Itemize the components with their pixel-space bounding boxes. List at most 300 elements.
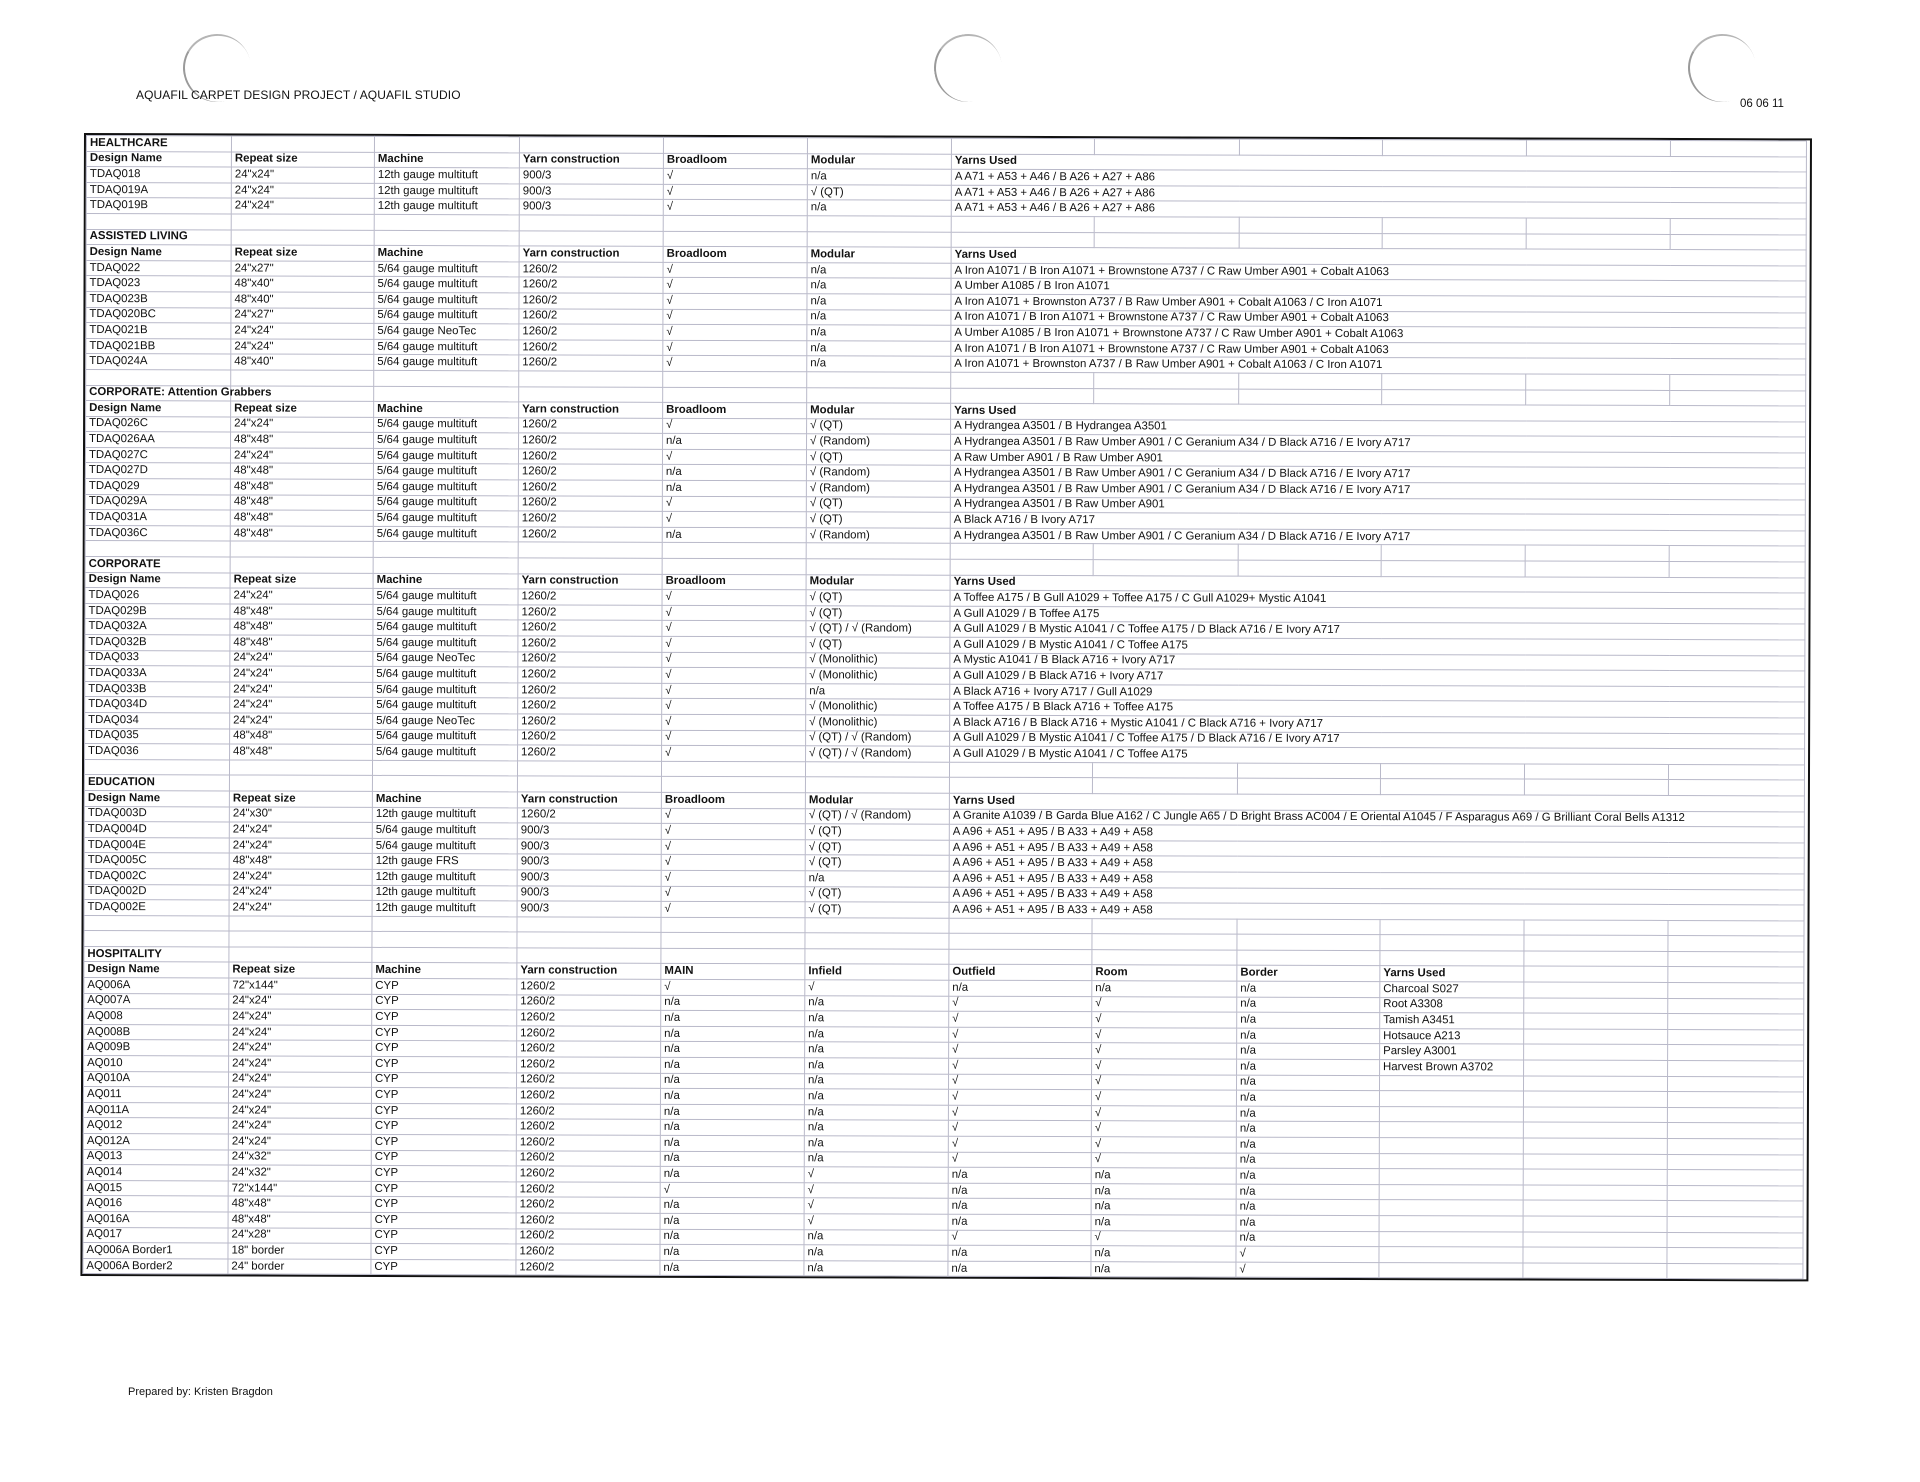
table-cell: n/a (660, 1104, 804, 1120)
empty-cell (663, 231, 807, 247)
table-cell: √ (948, 1074, 1091, 1090)
table-cell: A A71 + A53 + A46 / B A26 + A27 + A86 (951, 201, 1806, 219)
table-cell: n/a (660, 1167, 804, 1183)
table-cell: n/a (805, 1042, 949, 1058)
table-cell: 1260/2 (518, 729, 662, 745)
table-cell (1379, 1262, 1523, 1278)
table-cell: 1260/2 (516, 1135, 660, 1151)
table-cell: 24"x30" (229, 806, 372, 822)
table-cell: A Hydrangea A3501 / B Raw Umber A901 (950, 497, 1805, 515)
table-cell: 5/64 gauge multituft (373, 745, 518, 761)
empty-cell (1667, 1263, 1803, 1279)
column-header: Design Name (85, 572, 230, 588)
table-cell: CYP (371, 1103, 516, 1119)
table-cell: 1260/2 (518, 449, 662, 465)
section-title: ASSISTED LIVING (86, 229, 231, 245)
table-cell: Charcoal S027 (1380, 982, 1524, 998)
column-header: Outfield (949, 965, 1092, 981)
empty-cell (1667, 1201, 1803, 1217)
table-cell: 12th gauge multituft (374, 168, 519, 184)
table-cell: A Hydrangea A3501 / B Raw Umber A901 / C Geranium A34 / D Black A716 / E Ivory A717 (950, 466, 1805, 484)
empty-cell (950, 559, 1093, 575)
column-header: Yarn construction (517, 963, 661, 979)
table-cell: A Gull A1029 / B Mystic A1041 / C Toffee A175 (950, 637, 1805, 655)
table-cell: n/a (1236, 1184, 1379, 1200)
empty-cell (1524, 1029, 1668, 1045)
table-cell: √ (Monolithic) (806, 668, 950, 684)
table-cell: 48"x48" (230, 479, 373, 495)
empty-cell (1094, 373, 1239, 389)
table-cell: √ (1092, 1043, 1237, 1059)
table-cell: A Black A716 + Ivory A717 / Gull A1029 (950, 684, 1805, 702)
table-cell: A Iron A1071 / B Iron A1071 + Brownstone A737 / C Raw Umber A901 + Cobalt A1063 (951, 263, 1806, 281)
empty-cell (805, 777, 949, 793)
table-cell: 72"x144" (229, 978, 372, 994)
table-cell: Tamish A3451 (1380, 1013, 1524, 1029)
table-cell: 1260/2 (518, 620, 662, 636)
design-name-cell: TDAQ033B (85, 681, 230, 697)
table-cell: n/a (1236, 1090, 1379, 1106)
table-cell: 1260/2 (516, 1228, 660, 1244)
table-cell: 5/64 gauge multituft (373, 682, 518, 698)
empty-cell (230, 541, 373, 557)
table-cell: CYP (372, 1072, 517, 1088)
table-cell: 12th gauge multituft (372, 869, 517, 885)
design-name-cell: TDAQ026C (86, 416, 231, 432)
table-cell: 1260/2 (519, 262, 663, 278)
empty-cell (1667, 1216, 1803, 1232)
table-cell: √ (662, 730, 806, 746)
design-name-cell: AQ010 (84, 1056, 229, 1072)
empty-cell (229, 760, 372, 776)
table-cell: n/a (660, 1089, 804, 1105)
empty-cell (1524, 998, 1668, 1014)
table-cell: √ (QT) (805, 855, 949, 871)
table-cell: A Gull A1029 / B Mystic A1041 / C Toffee A175 / D Black A716 / E Ivory A717 (950, 731, 1805, 749)
design-name-cell: TDAQ031A (85, 510, 230, 526)
table-cell: 900/3 (517, 823, 661, 839)
empty-cell (1670, 140, 1806, 156)
table-cell: 48"x48" (230, 729, 373, 745)
design-name-cell: TDAQ005C (84, 853, 229, 869)
empty-cell (1525, 545, 1669, 561)
table-cell: 1260/2 (516, 1260, 660, 1276)
column-header: MAIN (661, 964, 805, 980)
table-cell: n/a (804, 1245, 948, 1261)
table-cell: n/a (806, 684, 950, 700)
table-cell: 1260/2 (518, 636, 662, 652)
table-cell: n/a (661, 995, 805, 1011)
empty-cell (229, 916, 372, 932)
design-name-cell: TDAQ035 (85, 728, 230, 744)
empty-cell (1382, 218, 1526, 234)
table-cell: √ (663, 293, 807, 309)
empty-cell (1239, 389, 1382, 405)
table-cell: n/a (660, 1213, 804, 1229)
design-name-cell: AQ006A (84, 978, 229, 994)
table-cell: n/a (805, 1073, 949, 1089)
table-cell: A A96 + A51 + A95 / B A33 + A49 + A58 (949, 824, 1804, 842)
table-cell: √ (661, 823, 805, 839)
table-cell: n/a (1236, 1137, 1379, 1153)
table-cell: n/a (661, 1026, 805, 1042)
table-cell: n/a (1236, 1106, 1379, 1122)
empty-cell (1668, 967, 1804, 983)
empty-cell (949, 778, 1092, 794)
table-cell: 24"x24" (229, 1072, 372, 1088)
table-cell: √ (661, 901, 805, 917)
column-header: Design Name (84, 790, 229, 806)
empty-cell (807, 387, 951, 403)
table-cell: 24"x24" (229, 869, 372, 885)
table-cell: √ (660, 1182, 804, 1198)
table-cell: n/a (805, 995, 949, 1011)
table-cell: A Iron A1071 / B Iron A1071 + Brownstone A737 / C Raw Umber A901 + Cobalt A1063 (951, 341, 1806, 359)
table-cell: 1260/2 (517, 1072, 661, 1088)
empty-cell (949, 762, 1092, 778)
design-name-cell: TDAQ019B (86, 198, 231, 214)
table-cell: √ (949, 1027, 1092, 1043)
design-name-cell: TDAQ027C (85, 447, 230, 463)
table-cell: √ (661, 870, 805, 886)
empty-cell (1523, 1216, 1667, 1232)
empty-cell (229, 931, 372, 947)
design-name-cell: AQ007A (84, 993, 229, 1009)
section-title: HOSPITALITY (84, 946, 229, 962)
section-title: CORPORATE (85, 557, 230, 573)
empty-cell (805, 917, 949, 933)
table-cell: √ (661, 886, 805, 902)
document-date: 06 06 11 (1740, 98, 1784, 110)
document-title: AQUAFIL CARPET DESIGN PROJECT / AQUAFIL STUDIO (136, 88, 461, 102)
table-cell: √ (948, 1121, 1091, 1137)
empty-cell (1523, 1232, 1667, 1248)
table-cell (1379, 1184, 1523, 1200)
empty-cell (1380, 763, 1524, 779)
table-cell: 1260/2 (519, 340, 663, 356)
table-cell: 900/3 (517, 839, 661, 855)
design-name-cell: TDAQ021B (86, 323, 231, 339)
table-cell: √ (662, 745, 806, 761)
table-cell: n/a (1236, 1122, 1379, 1138)
empty-cell (1667, 1248, 1803, 1264)
table-cell: √ (663, 324, 807, 340)
table-cell: √ (662, 636, 806, 652)
design-name-cell: TDAQ024A (86, 354, 231, 370)
table-cell: 48"x48" (230, 526, 373, 542)
design-name-cell: TDAQ027D (85, 463, 230, 479)
design-name-cell: TDAQ029A (85, 494, 230, 510)
empty-cell (1523, 1154, 1667, 1170)
empty-cell (1239, 233, 1382, 249)
table-cell: √ (QT) (805, 886, 949, 902)
empty-cell (1668, 1045, 1804, 1061)
column-header: Broadloom (663, 402, 807, 418)
empty-cell (663, 137, 807, 153)
empty-cell (1237, 763, 1380, 779)
table-cell: 1260/2 (517, 1026, 661, 1042)
table-cell: 5/64 gauge multituft (373, 448, 518, 464)
table-cell: √ (662, 512, 806, 528)
empty-cell (1669, 546, 1805, 562)
table-cell: 12th gauge multituft (374, 183, 519, 199)
empty-cell (372, 776, 517, 792)
design-name-cell: TDAQ003D (84, 806, 229, 822)
column-header: Repeat size (229, 962, 372, 978)
table-cell: √ (948, 1230, 1091, 1246)
empty-cell (1523, 1185, 1667, 1201)
table-cell: A A71 + A53 + A46 / B A26 + A27 + A86 (951, 169, 1806, 187)
table-cell: A A96 + A51 + A95 / B A33 + A49 + A58 (949, 887, 1804, 905)
design-name-cell: AQ015 (83, 1180, 228, 1196)
table-cell: 1260/2 (517, 1010, 661, 1026)
table-cell: 900/3 (519, 199, 663, 215)
table-cell: n/a (804, 1136, 948, 1152)
table-cell: 24"x24" (229, 838, 372, 854)
table-cell: A A96 + A51 + A95 / B A33 + A49 + A58 (949, 840, 1804, 858)
design-name-cell: AQ013 (83, 1149, 228, 1165)
empty-cell (1238, 545, 1381, 561)
table-cell: √ (662, 668, 806, 684)
table-cell: 48"x48" (228, 1196, 371, 1212)
table-cell: 5/64 gauge multituft (374, 292, 519, 308)
prepared-by: Prepared by: Kristen Bragdon (128, 1386, 273, 1398)
table-cell: 900/3 (517, 901, 661, 917)
table-cell: Root A3308 (1380, 997, 1524, 1013)
table-cell: A Iron A1071 + Brownston A737 / B Raw Umber A901 + Cobalt A1063 / C Iron A1071 (951, 294, 1806, 312)
empty-cell (1092, 950, 1237, 966)
empty-cell (1668, 1014, 1804, 1030)
table-cell: 24"x24" (230, 666, 373, 682)
table-cell: n/a (948, 1167, 1091, 1183)
empty-cell (1381, 545, 1525, 561)
table-cell: 5/64 gauge multituft (374, 339, 519, 355)
table-cell: 1260/2 (519, 355, 663, 371)
table-cell: 24"x24" (229, 1056, 372, 1072)
column-header: Machine (373, 573, 518, 589)
table-cell: 5/64 gauge NeoTec (374, 324, 519, 340)
empty-cell (1670, 390, 1806, 406)
empty-cell (229, 947, 372, 963)
design-name-cell: TDAQ004E (84, 837, 229, 853)
empty-cell (519, 386, 663, 402)
table-cell: 1260/2 (518, 683, 662, 699)
design-name-cell: TDAQ018 (86, 167, 231, 183)
column-header: Yarn construction (517, 792, 661, 808)
table-cell: √ (948, 1089, 1091, 1105)
column-header: Repeat size (231, 152, 374, 168)
empty-cell (1092, 778, 1237, 794)
table-cell: A Hydrangea A3501 / B Raw Umber A901 / C Geranium A34 / D Black A716 / E Ivory A717 (950, 481, 1805, 499)
table-cell: n/a (1237, 1044, 1380, 1060)
table-cell: n/a (805, 1011, 949, 1027)
table-cell: 48"x40" (231, 276, 374, 292)
table-cell: n/a (1091, 1183, 1236, 1199)
table-cell: 1260/2 (519, 277, 663, 293)
table-cell: 18" border (228, 1243, 371, 1259)
empty-cell (1669, 562, 1805, 578)
section-title: EDUCATION (84, 775, 229, 791)
table-cell: 1260/2 (516, 1088, 660, 1104)
table-cell: n/a (948, 1261, 1091, 1277)
design-name-cell: AQ011 (83, 1087, 228, 1103)
table-cell: √ (663, 309, 807, 325)
empty-cell (1526, 218, 1670, 234)
table-cell: 5/64 gauge NeoTec (373, 713, 518, 729)
table-cell: 5/64 gauge multituft (374, 433, 519, 449)
design-name-cell: TDAQ023 (86, 276, 231, 292)
empty-cell (807, 372, 951, 388)
table-cell: n/a (662, 527, 806, 543)
table-cell: 1260/2 (518, 511, 662, 527)
table-cell: A Toffee A175 / B Gull A1029 + Toffee A175 / C Gull A1029+ Mystic A1041 (950, 590, 1805, 608)
table-cell: √ (Monolithic) (806, 715, 950, 731)
table-cell: 5/64 gauge multituft (374, 417, 519, 433)
empty-cell (1239, 373, 1382, 389)
empty-cell (661, 777, 805, 793)
table-cell: 5/64 gauge multituft (373, 620, 518, 636)
table-cell: 1260/2 (516, 1213, 660, 1229)
column-header: Yarns Used (950, 575, 1805, 593)
design-name-cell: AQ012 (83, 1118, 228, 1134)
column-header: Infield (805, 964, 949, 980)
table-cell: 5/64 gauge multituft (374, 355, 519, 371)
design-name-cell: TDAQ026 (85, 588, 230, 604)
table-cell: n/a (661, 1011, 805, 1027)
table-cell: 5/64 gauge multituft (374, 261, 519, 277)
empty-cell (1526, 140, 1670, 156)
empty-cell (517, 776, 661, 792)
table-cell: √ (949, 1058, 1092, 1074)
design-name-cell: TDAQ033A (85, 666, 230, 682)
table-cell: 900/3 (519, 184, 663, 200)
table-cell: 48"x48" (229, 853, 372, 869)
table-cell: A Gull A1029 / B Mystic A1041 / C Toffee A175 / D Black A716 / E Ivory A717 (950, 622, 1805, 640)
table-cell: n/a (804, 1089, 948, 1105)
table-cell: √ (948, 1105, 1091, 1121)
table-cell: 24"x24" (229, 822, 372, 838)
design-name-cell: TDAQ002E (84, 900, 229, 916)
table-cell: n/a (948, 1183, 1091, 1199)
design-name-cell: TDAQ029 (85, 479, 230, 495)
table-cell: √ (1236, 1262, 1379, 1278)
empty-cell (517, 917, 661, 933)
empty-cell (1668, 998, 1804, 1014)
table-cell: 24"x24" (230, 682, 373, 698)
table-cell: √ (662, 652, 806, 668)
empty-cell (1093, 560, 1238, 576)
empty-cell (517, 948, 661, 964)
table-cell: 12th gauge multituft (374, 199, 519, 215)
column-header: Border (1237, 966, 1380, 982)
empty-cell (1092, 918, 1237, 934)
design-name-cell: TDAQ002C (84, 868, 229, 884)
empty-cell (1380, 935, 1524, 951)
table-cell: √ (662, 621, 806, 637)
table-cell: 24"x24" (229, 900, 372, 916)
column-header: Broadloom (663, 153, 807, 169)
table-cell: √ (662, 714, 806, 730)
design-name-cell: AQ014 (83, 1165, 228, 1181)
empty-cell (373, 557, 518, 573)
table-cell: n/a (1091, 1215, 1236, 1231)
table-cell: Harvest Brown A3702 (1380, 1060, 1524, 1076)
table-cell: 24"x24" (230, 697, 373, 713)
table-cell: 1260/2 (518, 745, 662, 761)
design-name-cell: TDAQ034D (85, 697, 230, 713)
empty-cell (1670, 374, 1806, 390)
table-cell: n/a (807, 325, 951, 341)
column-header: Modular (807, 247, 951, 263)
table-cell: 1260/2 (519, 433, 663, 449)
empty-cell (231, 136, 374, 152)
table-cell: 24"x28" (228, 1228, 371, 1244)
table-cell: 5/64 gauge multituft (373, 698, 518, 714)
table-cell: A Black A716 / B Ivory A717 (950, 512, 1805, 530)
table-cell: CYP (372, 1041, 517, 1057)
empty-cell (1526, 374, 1670, 390)
column-header: Repeat size (229, 791, 372, 807)
table-cell: √ (662, 449, 806, 465)
table-cell: 1260/2 (519, 293, 663, 309)
table-cell: n/a (948, 1199, 1091, 1215)
column-header: Room (1092, 965, 1237, 981)
table-cell: n/a (804, 1229, 948, 1245)
empty-cell (1667, 1107, 1803, 1123)
empty-cell (1382, 140, 1526, 156)
table-cell: n/a (1236, 1168, 1379, 1184)
table-cell: 1260/2 (518, 589, 662, 605)
table-cell: 24"x24" (231, 339, 374, 355)
empty-cell (374, 136, 519, 152)
table-cell: n/a (660, 1244, 804, 1260)
empty-cell (1668, 1029, 1804, 1045)
table-cell: 900/3 (517, 885, 661, 901)
table-cell: 24" border (228, 1259, 371, 1275)
table-cell: CYP (372, 1025, 517, 1041)
table-cell: 5/64 gauge multituft (372, 838, 517, 854)
table-cell: Parsley A3001 (1380, 1044, 1524, 1060)
empty-cell (949, 934, 1092, 950)
empty-cell (372, 916, 517, 932)
table-cell: 1260/2 (516, 1182, 660, 1198)
empty-cell (230, 557, 373, 573)
empty-cell (519, 137, 663, 153)
empty-cell (1524, 764, 1668, 780)
column-header: Yarns Used (951, 403, 1806, 421)
table-cell: 24"x24" (229, 1040, 372, 1056)
empty-cell (1523, 1247, 1667, 1263)
table-cell: CYP (371, 1181, 516, 1197)
table-cell: n/a (807, 263, 951, 279)
table-cell: n/a (807, 200, 951, 216)
table-cell: 48"x40" (231, 354, 374, 370)
design-name-cell: AQ016 (83, 1196, 228, 1212)
empty-cell (1381, 561, 1525, 577)
column-header: Design Name (86, 151, 231, 167)
table-cell: √ (663, 356, 807, 372)
table-cell: 1260/2 (516, 1119, 660, 1135)
design-name-cell: TDAQ022 (86, 260, 231, 276)
empty-cell (1237, 950, 1380, 966)
column-header: Broadloom (661, 792, 805, 808)
empty-cell (231, 230, 374, 246)
empty-cell (1523, 1200, 1667, 1216)
empty-cell (1526, 234, 1670, 250)
table-cell: n/a (662, 480, 806, 496)
table-cell: n/a (948, 1245, 1091, 1261)
column-header: Broadloom (662, 574, 806, 590)
